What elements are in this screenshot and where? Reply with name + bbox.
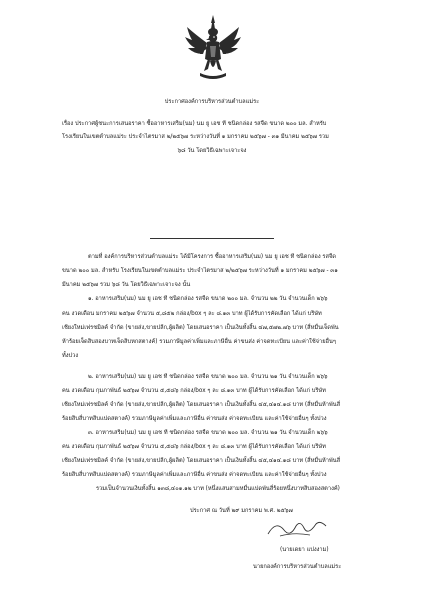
item-1-line-2: คน งวดเดือน มกราคม ๒๕๖๗ จำนวน ๕,๘๕๒ กล่อง/box ๆ ละ ๘.๑๓ บาท ผู้ได้รับการคัดเลือก ได้แก่ บริษัท: [62, 311, 322, 317]
item-2-line-4: ร้อยสิบสี่บาทสิบแปดสตางค์) รวมภาษีมูลค่าเพิ่มและภาษีอื่น ค่าขนส่ง ค่าจดทะเบียน และค่าใช้จ่ายอื่นๆ ทั้งปวง: [62, 416, 327, 422]
item-2-line-2: คน งวดเดือน กุมภาพันธ์ ๒๕๖๗ จำนวน ๕,๕๘๖ กล่อง/box ๆ ละ ๘.๑๓ บาท ผู้ได้รับการคัดเลือก ได้แก่ บริษัท: [62, 388, 326, 394]
signer-name: (นายเดยา แปงงาม): [280, 547, 329, 553]
item-2-line-3: เชียงใหม่เฟรชมิลค์ จำกัด (ขายส่ง,ขายปลีก,ผู้ผลิต) โดยเสนอราคา เป็นเงินทั้งสิ้น ๔๕,๔๑๔.๑๘ บาท (สี่หมื่นห้าพันสี่: [62, 402, 341, 408]
item-3-line-1: ๓. อาหารเสริม(นม) นม ยู เอช ที ชนิดกล่อง รสจืด ขนาด ๒๐๐ มล. จำนวน ๒๑ วัน จำนวนเด็ก ๒๖๖: [88, 430, 328, 436]
item-3-line-3: เชียงใหม่เฟรชมิลค์ จำกัด (ขายส่ง,ขายปลีก,ผู้ผลิต) โดยเสนอราคา เป็นเงินทั้งสิ้น ๔๕,๔๑๔.๑๘ บาท (สี่หมื่นห้าพันสี่: [62, 458, 341, 464]
intro-line-2: ขนาด ๒๐๐ มล. สำหรับ โรงเรียนในเขตตำบลแม่ระ ประจำไตรมาส ๒/๒๕๖๗ ระหว่างวันที่ ๑ มกราคม ๒๕๖๗ - ๓๑: [62, 268, 338, 274]
garuda-emblem-icon: [184, 13, 242, 83]
subject-line-3: ๖๘ วัน โดยวิธีเฉพาะเจาะจง: [177, 148, 247, 154]
item-1-line-5: ทั้งปวง: [62, 353, 79, 359]
item-1-line-3: เชียงใหม่เฟรชมิลค์ จำกัด (ขายส่ง,ขายปลีก,ผู้ผลิต) โดยเสนอราคา เป็นเงินทั้งสิ้น ๔๗,๕๗๒.๗๖ บาท (สี่หมื่นเจ็ดพัน: [62, 325, 339, 331]
item-2-line-1: ๒. อาหารเสริม(นม) นม ยู เอช ที ชนิดกล่อง รสจืด ขนาด ๒๐๐ มล. จำนวน ๒๑ วัน จำนวนเด็ก ๒๖๖: [88, 374, 328, 380]
item-1-line-4: ห้าร้อยเจ็ดสิบสองบาทเจ็ดสิบหกสตางค์) รวมภาษีมูลค่าเพิ่มและภาษีอื่น ค่าขนส่ง ค่าจดทะเบียน และค่าใช้จ่ายอื่นๆ: [62, 339, 336, 345]
item-1-line-1: ๑. อาหารเสริม(นม) นม ยู เอช ที ชนิดกล่อง รสจืด ขนาด ๒๐๐ มล. จำนวน ๒๒ วัน จำนวนเด็ก ๒๖๖: [88, 296, 328, 302]
item-3-line-4: ร้อยสิบสี่บาทสิบแปดสตางค์) รวมภาษีมูลค่าเพิ่มและภาษีอื่น ค่าขนส่ง ค่าจดทะเบียน และค่าใช้จ่ายอื่นๆ ทั้งปวง: [62, 472, 327, 478]
announce-date: ประกาศ ณ วันที่ ๒๙ มกราคม พ.ศ. ๒๕๖๗: [190, 508, 293, 514]
total-amount-line: รวมเป็นจำนวนเงินทั้งสิ้น ๑๓๘,๔๐๑.๑๒ บาท (หนึ่งแสนสามหมื่นแปดพันสี่ร้อยหนึ่งบาทสิบสองสตางค์): [96, 486, 340, 492]
document-title: ประกาศองค์การบริหารส่วนตำบลแม่ระ: [164, 99, 260, 105]
subject-line-1: เรื่อง ประกาศผู้ชนะการเสนอราคา ซื้ออาหารเสริม(นม) นม ยู เอช ที ชนิดกล่อง รสจืด ขนาด ๒๐๐ มล. สำหรับ: [62, 121, 327, 127]
subject-line-2: โรงเรียนในเขตตำบลแม่ระ ประจำไตรมาส ๒/๒๕๖๗ ระหว่างวันที่ ๑ มกราคม ๒๕๖๗ - ๓๑ มีนาคม ๒๕๖๗ รวม: [62, 134, 329, 140]
handwritten-signature: [262, 516, 332, 542]
signer-position: นายกองค์การบริหารส่วนตำบลแม่ระ: [253, 564, 342, 570]
item-3-line-2: คน งวดเดือน กุมภาพันธ์ ๒๕๖๗ จำนวน ๕,๕๘๖ กล่อง/box ๆ ละ ๘.๑๓ บาท ผู้ได้รับการคัดเลือก ได้แก่ บริษัท: [62, 444, 326, 450]
title-divider: [150, 238, 274, 239]
intro-line-3: มีนาคม ๒๕๖๗ รวม ๖๘ วัน โดยวิธีเฉพาะเจาะจง นั้น: [62, 282, 191, 288]
intro-line-1: ตามที่ องค์การบริหารส่วนตำบลแม่ระ ได้มีโครงการ ซื้ออาหารเสริม(นม) นม ยู เอช ที ชนิดกล่อง รสจืด: [88, 254, 336, 260]
